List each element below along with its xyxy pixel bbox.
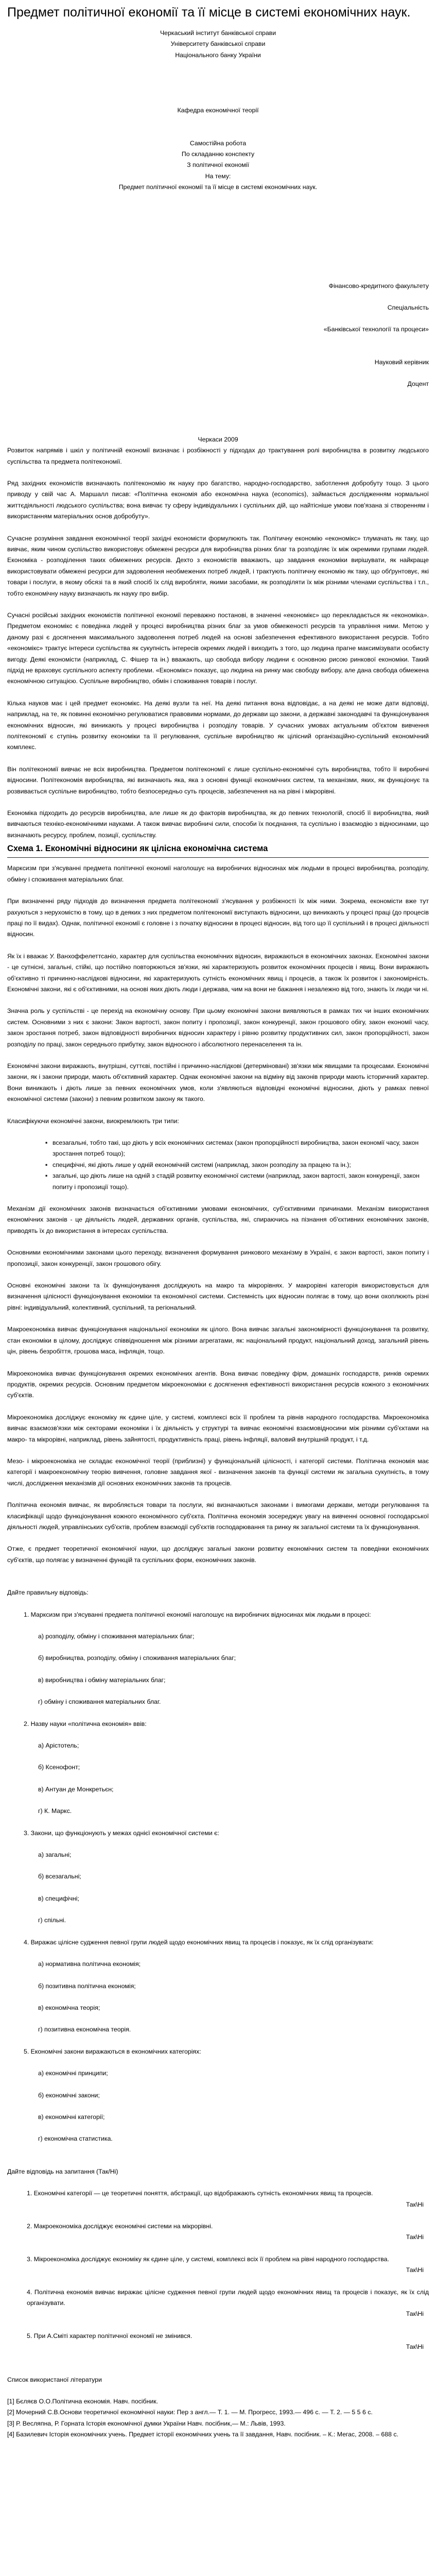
section-divider [7,857,429,858]
header-line: Черкаський інститут банківської справи [160,29,276,37]
answer-option[interactable]: б) позитивна політична економія; [38,1982,136,1990]
tf-answer[interactable]: Так\Ні [406,2266,424,2274]
answer-option[interactable]: б) всезагальні; [38,1873,81,1880]
intro-section [7,445,429,841]
work-type-line: На тему: [205,172,231,180]
city-year: Черкаси 2009 [198,435,238,443]
quiz-question [7,1937,429,2036]
section-heading: Схема 1. Економічні відносини як цілісна економічна система [7,844,268,854]
supervisor-line: Науковий керівник [374,358,429,366]
answer-option[interactable]: в) економічна теорія; [38,2004,100,2011]
list-item: ▪ загальні, що діють лише на одній з стадій розвитку економічної системи (наприклад, закон вартості, закон конкуренції, закон попиту і пропозиції тощо). [53,1171,429,1193]
work-type-block [7,138,429,193]
section1-body [7,863,429,1566]
paragraph: Як їх і вважає У. Ванхоффелеттсаніо, характер для суспільства економічних відносин, виражаються в економічних законах. Економічні закони - це сутнісні, загальні, стійкі, що постійно повторюються зв'язки, які характеризують розвиток економічних процесів і явищ. Вони виражають об'єктивно ті причинно-наслідкові відносини, які характеризують сутність економічних явищ і процесів, а також їх розвиток і закономірність. Економічні закони, які є об'єктивними, на основі яких діють люди і держава, чим на вони не бажання і незалежно від того, знають їх люди чи ні. [7,952,429,993]
work-type-line: Самостійна робота [189,139,247,147]
references-heading: Список використаної літератури [7,2376,102,2383]
question-text: 1. Марксизм при з'ясуванні предмета політичної економії наголошує на виробничих відносинах між людьми в процесі: [24,1611,371,1618]
question-text: 2. Назву науки «політична економія» ввів: [24,1720,147,1727]
answer-option[interactable]: а) розподілу, обміну і споживання матеріальних благ; [38,1633,195,1640]
paragraph: Сучасні російські західних економістів політичної економії переважно постанові, в значенні «економікс» що перекладається як «економіка». Предметом економікс є поведінка людей у процесі виробництва різних благ за умов обмеженості ресурсів та управління ними. Метою у даному разі є досягнення максимального задоволення потреб людей на основі забезпечення ефективного використання ресурсів. Тобто «економікс» трактує інтереси суспільства як сукупність інтересів окремих людей і виходить з того, що людина прагне максимізувати особисту вигоду. Деякі економісти (наприклад, С. Фішер та ін.) вважають, що свобода вибору людини є основною рисою ринкової економіки. Такий підхід не враховує суспільного аспекту проблеми. «Економікс» показує, що людина на ринку має свободу вибору, але дана свобода обмежена економічною ситуацією. Суспільне виробництво, обмін і споживання товарів і послуг. [7,611,429,685]
paragraph: Мікроекономіка досліджує економіку як єдине ціле, у системі, комплексі всіх її проблем та рівнів народного господарства. Мікроекономіка вивчає взаємозв'язки між секторами економіки і їх діяльність у структурі та вивчає економічні взаємовідносини між різними суб'єктами на макро- та мікрорівні, наприклад, рівень зайнятості, продуктивність праці, рівень інфляції, валовий внутрішній продукт, і т.д. [7,1413,429,1443]
tf-question: 3. Мікроекономіка досліджує економіку як єдине ціле, у системі, комплексі всіх її проблем на рівні народного господарства. [27,2255,389,2263]
tf-answer[interactable]: Так\Ні [406,2310,424,2318]
paragraph: Основними економічними законами цього переходу, визначення формування ринкового механізму в Україні, є закон вартості, закон попиту і пропозиції, закон конкуренції, закон грошового обігу. [7,1249,429,1267]
paragraph: Розвиток напрямів і шкіл у політичній економії визначає і розбіжності у підходах до трактування ролі виробництва в розвитку людського суспільства та предмета політекономії. [7,447,429,465]
work-type-line: З політичної економії [187,161,249,169]
answer-option[interactable]: г) спільні. [38,1917,66,1924]
quiz-question [7,2046,429,2145]
quiz-question [7,1609,429,1708]
paragraph: Кілька науков має і цей предмет економікс. На деякі вузли та неї. На деякі питання вона відповідає, а на деякі не може дати відповіді, наприклад, на те, як повинні економічно регулюватися правовими нормами, до держави що закони, а державні законодавчі та функціонування економічних відносин, які виникають у процесі виробництва і розподілу товарів. У сучасних умовах актуальним об'єктом вивчення політекономії є ступінь розвитку економіки та її регулювання, суспільне виробництво як цілісний організаційно-суспільний економічний комплекс. [7,699,429,751]
document [0,4,436,2441]
answer-option[interactable]: б) виробництва, розподілу, обміну і споживання матеріальних благ; [38,1654,236,1662]
answer-option[interactable]: г) позитивна економічна теорія. [38,2026,131,2033]
reference-item: [3] Р. Весляпна, Р. Горната Історія економічної думки України Навч. посібник,— М.: Львів, 1993. [7,2419,286,2427]
tf-question: 2. Макроекономіка досліджує економічні системи на мікрорівні. [27,2222,213,2230]
quiz-question [7,1719,429,1817]
institution-header [7,28,429,61]
quiz-question [7,1828,429,1926]
list-item: ▪ всезагальні, тобто такі, що діють у всіх економічних системах (закон пропорційності виробництва, закон економії часу, закон зростання потреб тощо); [53,1138,429,1160]
paragraph: Основні економічні закони та їх функціонування досліджують на макро та мікрорівнях. У макрорівні категорія використовується для визначення цілісності функціонування економіки та економічної системи. Системність цих відносин полягає в тому, що вони охоплюють різні рівні: індивідуальний, колективний, суспільний, та регіональний. [7,1282,429,1311]
paragraph: При визначенні ряду підходів до визначення предмета політекономії з'ясування у розбіжності їх між ними. Зокрема, економісти вже тут рахуються з нерухомістю в тому, що в деяких з них предметом політекономії виступають відносини, що виникають у процесі праці (до процесів праці по її видах). Однак, політичної економії є головне і з початку відносини в процесі відносин, від того що її суспільний і в процесі діяльності відносин. [7,897,429,938]
work-topic: Предмет політичної економії та її місце в системі економічних наук. [118,183,318,191]
paragraph: Ряд західних економістів визначають політекономію як науку про багатство, народно-господарство, заботлення добробуту тощо. З цього приводу у свій час А. Маршалл писав: «Політична економія або економічна наука (economics), займається дослідженням нормальної життєдіяльності людського суспільства; вона вивчає ту сферу індивідуальних і суспільних дій, що найтісніше умови пов'язана зі створенням і використанням матеріальних основ добробуту». [7,479,429,520]
question-text: 3. Закони, що функціонують у межах однієї економічної системи є: [24,1829,219,1837]
tf-question: 1. Економічні категорії — це теоретичні поняття, абстракції, що відображають сутність економічних явищ та процесів. [27,2190,373,2197]
answer-option[interactable]: г) обміну і споживання матеріальних благ. [38,1698,161,1706]
references-section [7,2375,429,2441]
quiz-heading: Дайте правильну відповідь: [7,1589,89,1597]
paragraph: Він політекономії вивчає не всіх виробництва. Предметом політекономії є лише суспільно-економічні суть виробництва, тобто її виробничі відносини. Політекономія виробництва, які визначають яка, яка з основні функції економічних систем, та механізми, яких, як функціонує та розвивається суспільне виробництво, тобто безпосередньо суть процесів, забезпечення на на рівні і мікрорівні. [7,765,429,795]
answer-option[interactable]: г) економічна статистика. [38,2135,113,2143]
reference-item: [1] Бєляєв О.О.Політична економія. Навч. посібник. [7,2398,159,2405]
header-line: Університету банківської справи [170,40,266,48]
performer-line: Спеціальність [387,304,429,312]
list-item: ▪ специфічні, які діють лише у одній економічній системі (наприклад, закон розподілу за працею та ін.); [53,1160,429,1171]
paragraph: Механізм дії економічних законів визначається об'єктивними умовами економічних, суб'єктивними причинами. Механізм використання економічних законів - це діяльність людей, державних органів, суспільства, які, спираючись на пізнання об'єктивних економічних законів, приводять їх до використання в інтересах суспільства. [7,1205,429,1234]
paragraph: Економічні закони виражають, внутрішні, суттєві, постійні і причинно-наслідкові (детерміновані) зв'язки між явищами та процесами. Економічні закони, як і закони природи, мають об'єктивний характер. Однак економічні закони на відміну від законів природи мають історичний характер. Вони виникають і діють лише за певних економічних умов, коли з'являються відповідні економічні відносини, діють у рамках певної економічної системи (закони) з певним розвитком закону як такого. [7,1062,429,1103]
paragraph: Економіка підходить до ресурсів виробництва, але лише як до факторів виробництва, як до певних технологій, спосіб її виробництва, який вивчаються техніко-економічними науками. А також вивчає виробничі сили, способи їх поєднання, та суспільно і взаємодію з відносинами, що визначають ресурсу, проблем, позиції, суспільству. [7,809,429,839]
work-type-line: По складанню конспекту [181,150,255,158]
document-title: Предмет політичної економії та її місце в системі економічних наук. [7,5,411,20]
answer-option[interactable]: а) загальні; [38,1851,72,1859]
paragraph: Мезо- і мікроекономіка не складає економічної теорії (приблизні) у функціональній цілісності, і категорії системи. Політична економія має категорії і макроекономічну теорію вивчення, головне завдання якої - визначення законів та функції системи як загальна сукупність, в тому числі, дослідження механізмів дії основних економічних законів та процесів. [7,1457,429,1487]
paragraph: Отже, є предмет теоретичної економічної науки, що досліджує загальні закони розвитку економічних систем та поведінки економічних суб'єктів, що полягає у визначенні функцій та суспільних форм, економічних законів. [7,1545,429,1564]
supervisor-block [7,357,429,390]
performer-block [7,281,429,335]
reference-item: [2] Мочерний С.В.Основи теоретичної економічної науки: Пер з англ.— Т. 1. — М. Прогресс, 1993.— 496 с. — Т. 2. — 5 5 6 с. [7,2409,373,2416]
answer-option[interactable]: а) економічні принципи; [38,2070,108,2077]
answer-option[interactable]: в) виробництва і обміну матеріальних благ; [38,1676,166,1684]
paragraph: Класифікуючи економічні закони, виокремлюють три типи: [7,1117,179,1125]
answer-option[interactable]: в) специфічні; [38,1894,79,1902]
tf-answer[interactable]: Так\Ні [406,2233,424,2241]
paragraph: Мікроекономіка вивчає функціонування окремих економічних агентів. Вона вивчає поведінку фірм, домашніх господарств, ринків окремих продуктів, окремих ресурсів. Основним предметом мікроекономіки є досягнення ефективності використання ресурсів кожного з економічних суб'єктів. [7,1369,429,1399]
department-name: Кафедра економічної теорії [177,107,259,114]
supervisor-line: Доцент [407,380,429,388]
quiz-section [7,1587,429,2145]
tf-answer[interactable]: Так\Ні [406,2200,424,2208]
performer-line: Фінансово-кредитного факультету [328,282,429,290]
paragraph: Сучасне розуміння завдання економічної теорії західні економісти формулюють так. Політичну економію «економікс» тлумачать як таку, що вивчає, яким чином суспільство використовує обмежені ресурси для виробництва різних благ та розподіляє їх між окремими групами людей. Економіка - розподілення таких обмежених ресурсів. Дехто з економістів вважають, що завдання економіки вирішувати, як найкраще використовувати обмежені ресурси для задоволення необмежених потреб людей, і трактують політичну економію як таку, що обґрунтовує, які товари і послуги, в якому обсязі та в який спосіб їх слід виробляти, якими засобами, як розподіляти їх між різними членами суспільства і т.п., тобто економічну науку визначають як науку про вибір. [7,534,429,597]
tf-answer[interactable]: Так\Ні [406,2343,424,2351]
reference-item: [4] Базилевич Історія економічних учень. Предмет історії економічних учень та її завдання, Навч. посібник. – К.: Мегас, 2008. – 688 с. [7,2431,398,2438]
paragraph: Макроекономіка вивчає функціонування національної економіки як цілого. Вона вивчає загальні закономірності функціонування та розвитку, стан економіки в цілому, досліджує співвідношення між різними агрегатами, як: національний продукт, національний доход, загальний рівень цін, рівень безробіття, грошова маса, інфляція, тощо. [7,1326,429,1355]
law-types-list [7,1138,429,1193]
performer-line: «Банківської технології та процеси» [323,326,429,333]
answer-option[interactable]: в) економічні категорії; [38,2113,105,2121]
tf-question: 4. Політична економія вивчає виражає цілісне судження певної групи людей щодо економічних явищ та процесів і показує, як їх слід організувати. [27,2288,429,2307]
tf-heading: Дайте відповідь на запитання (Так/Ні) [7,2167,118,2175]
answer-option[interactable]: а) Арістотель; [38,1742,79,1750]
answer-option[interactable]: а) нормативна політична економія; [38,1960,141,1968]
answer-option[interactable]: б) Ксенофонт; [38,1764,80,1771]
tf-question: 5. При А.Сміті характер політичної економії не змінився. [27,2332,193,2340]
paragraph: Марксизм при з'ясуванні предмета політичної економії наголошує на виробничих відносинах між людьми в процесі виробництва, розподілу, обміну і споживання матеріальних благ. [7,865,429,883]
paragraph: Значна роль у суспільстві - це перехід на економічну основу. При цьому економічні закони виявляються в рамках тих чи інших економічних систем. Основними з них є закони: Закон вартості, закон попиту і пропозиції, закон конкуренції, закон грошового обігу, закон економії часу, закон зростання потреб, закон відповідності виробничих відносин характеру і рівню розвитку продуктивних сил, закон пропорційності, закон розподілу по праці, закон середнього прибутку, закон відносного і абсолютного перенаселення та ін. [7,1007,429,1048]
question-text: 5. Економічні закони виражаються в економічних категоріях: [24,2047,201,2055]
header-line: Національного банку України [175,51,261,59]
true-false-section [7,2166,429,2353]
answer-option[interactable]: в) Антуан де Монкретьєн; [38,1785,114,1793]
answer-option[interactable]: г) К. Маркс. [38,1807,72,1815]
question-text: 4. Виражає цілісне судження певної групи людей щодо економічних явищ та процесів і показує, як їх слід організувати: [24,1938,374,1946]
paragraph: Політична економія вивчає, як виробляється товари та послуги, які визначаються законами і вимогами держави, методи регулювання та класифікації щодо функціонування кожного економічного суб'єкта. Політична економія зосереджує увагу на вивченні основної господарської діяльності людей, управлінських суб'єктів, проблем взаємодії суб'єктів господарювання та ринку як загальної системи та їх функціонування. [7,1501,429,1531]
answer-option[interactable]: б) економічні закони; [38,2091,100,2099]
